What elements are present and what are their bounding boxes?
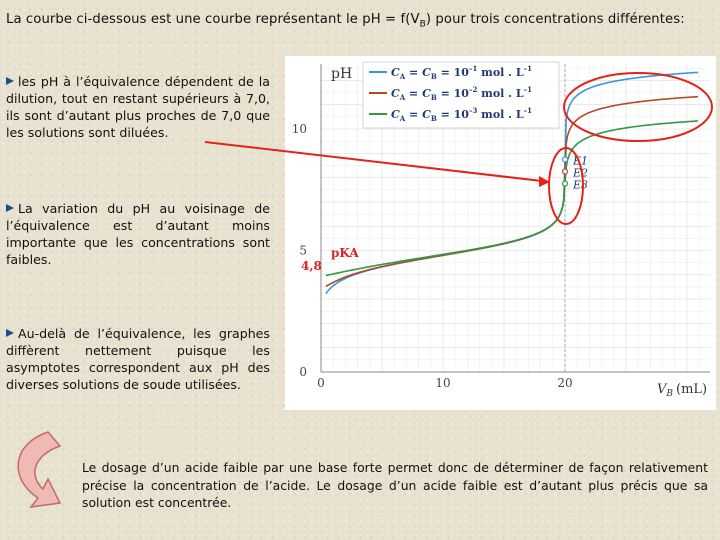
equivalence-point-marker (563, 169, 568, 174)
x-tick-label: 20 (557, 376, 573, 390)
bullet-paragraph-asymptotes: Au-delà de l’équivalence, les graphes diffèrent nettement puisque les asymptotes correspondent aux pH des diverses solutions de soude utilisées. (6, 326, 270, 392)
equivalence-point-marker (563, 157, 568, 162)
x-tick-label: 10 (435, 376, 451, 390)
equivalence-point-marker (563, 181, 568, 186)
x-tick-label: 0 (317, 376, 325, 390)
bullet-paragraph-variation: La variation du pH au voisinage de l’équivalence est d’autant moins importante que les concentrations sont faibles. (6, 201, 270, 267)
legend-entry: $C_A = C_B = 10^{-1}$ mol . $L^{-1}$ (391, 64, 532, 81)
y-tick-label: 0 (299, 365, 307, 379)
curved-arrow-icon (18, 432, 60, 507)
equivalence-points (563, 154, 589, 191)
half-equivalence-ph-label: 4,8 (301, 259, 322, 273)
pka-label: pKA (331, 246, 359, 260)
page-title: La courbe ci-dessous est une courbe représentant le pH = $f(V_B)$ pour trois concentrations différentes: (6, 12, 685, 30)
conclusion-text: Le dosage d’un acide faible par une base forte permet donc de déterminer de façon relativement précise la concentration de l’acide. Le dosage d’un acide faible est d’autant plus précis que sa solution est concentrée. (82, 460, 708, 510)
equivalence-point-label: E2 (573, 166, 589, 180)
chart-legend (363, 62, 559, 128)
equivalence-point-label: E1 (573, 154, 589, 168)
titration-chart (285, 56, 716, 410)
y-axis-label: pH (331, 66, 353, 82)
bullet-paragraph-dilution: les pH à l’équivalence dépendent de la dilution, tout en restant supérieurs à 7,0, ils sont d’autant plus proches de 7,0 que les solutions sont diluées. (6, 74, 270, 140)
legend-entry: $C_A = C_B = 10^{-3}$ mol . $L^{-1}$ (391, 106, 532, 123)
legend-entry: $C_A = C_B = 10^{-2}$ mol . $L^{-1}$ (391, 85, 532, 102)
x-axis-label: $V_B$ (mL) (657, 382, 708, 399)
y-tick-label: 10 (291, 122, 307, 136)
bullet-icon (6, 204, 14, 212)
y-tick-label: 5 (299, 243, 307, 258)
bullet-icon (6, 77, 14, 85)
equivalence-point-label: E3 (573, 178, 589, 192)
bullet-icon (6, 329, 14, 337)
chart-svg (285, 56, 716, 410)
